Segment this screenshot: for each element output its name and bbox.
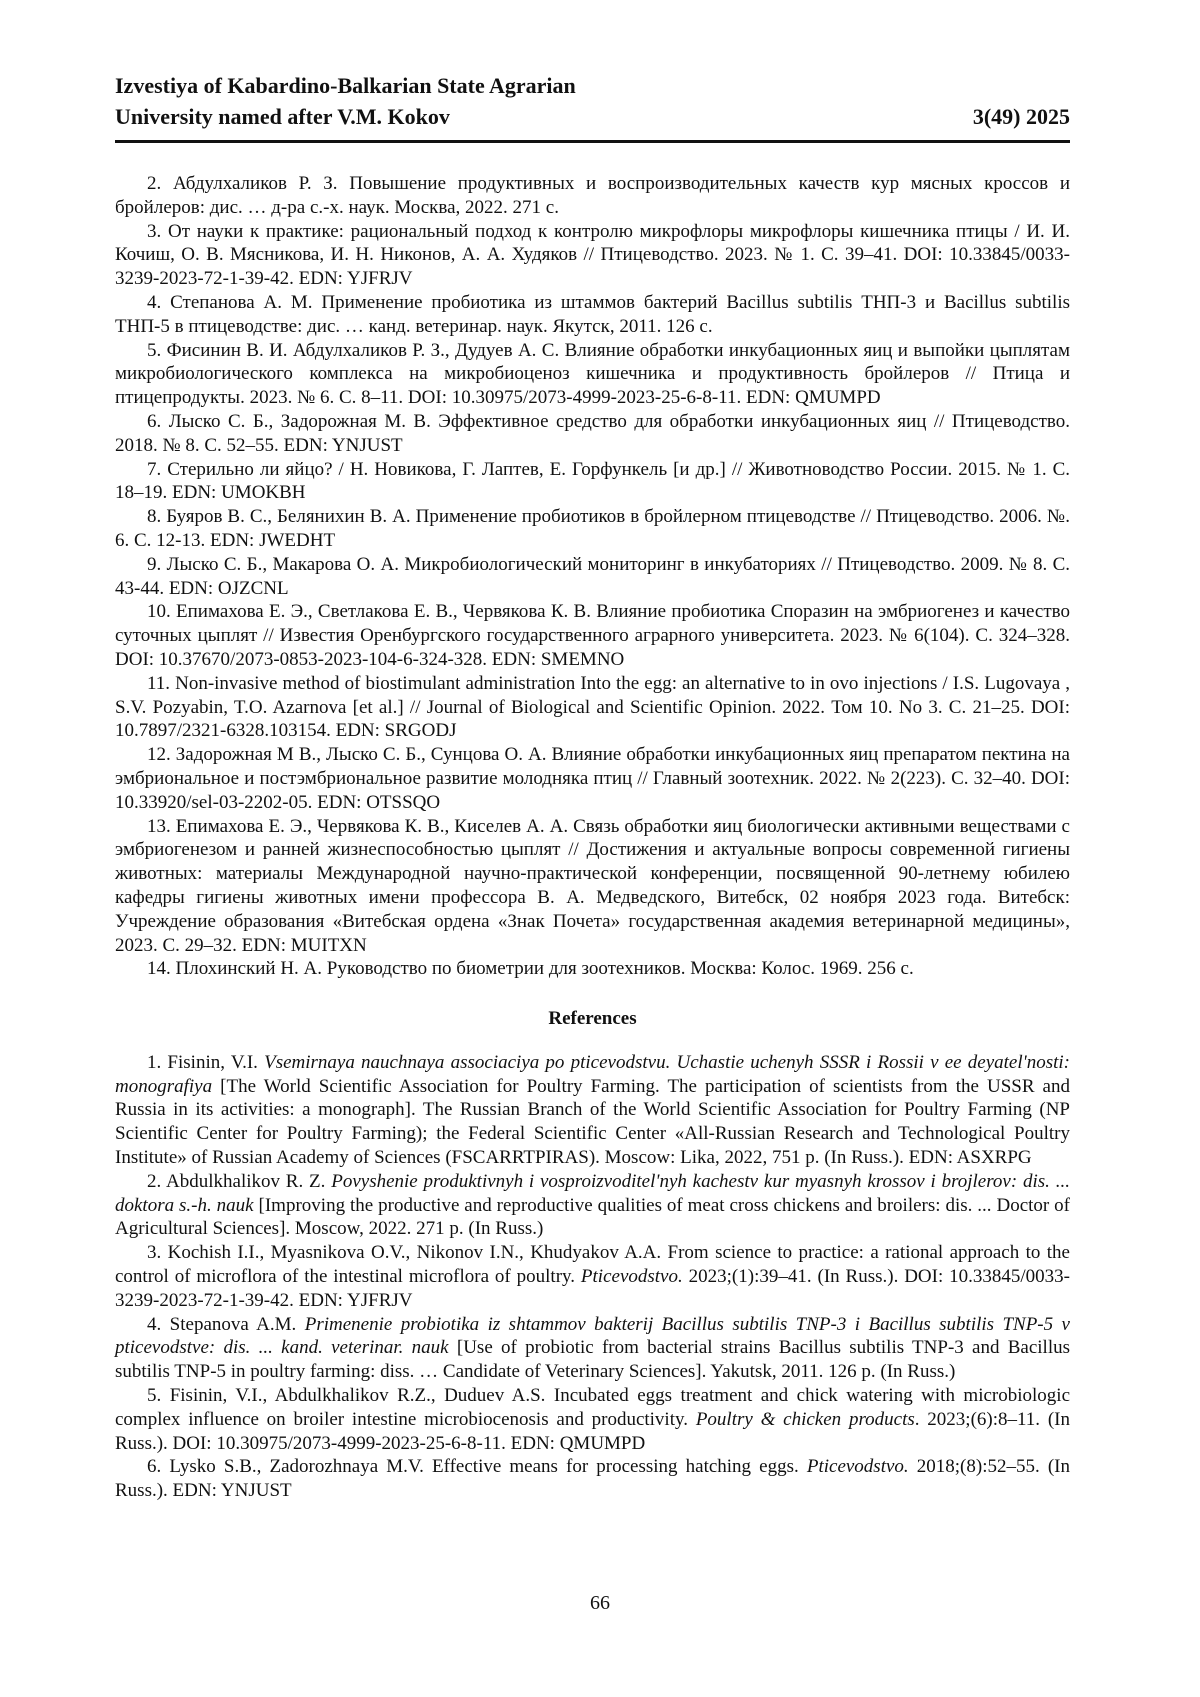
ru-reference-item: 13. Епимахова Е. Э., Червякова К. В., Киселев А. А. Связь обработки яиц биологически активными веществами с эмбриогенезом и ранней жизнеспособностью цыплят // Достижения и актуальные вопросы современной гигиены животных: материалы Международной научно-практической конференции, посвященной 90-летнему юбилею кафедры гигиены животных имени профессора В. А. Медведского, Витебск, 02 ноября 2023 года. Витебск: Учреждение образования «Витебская ордена «Знак Почета» государственная академия ветеринарной медицины», 2023. С. 29–32. EDN: MUITXN — [115, 815, 1070, 958]
journal-header — [115, 70, 1070, 132]
ru-reference-item: 8. Буяров В. С., Белянихин В. А. Применение пробиотиков в бройлерном птицеводстве // Птицеводство. 2006. №. 6. С. 12-13. EDN: JWEDHT — [115, 505, 1070, 553]
ref-text: [The World Scientific Association for Poultry Farming. The participation of scientists from the USSR and Russia in its activities: a monograph]. The Russian Branch of the World Scientific Association for Poultry Farming (NP Scientific Center for Poultry Farming); the Federal Scientific Center «All-Russian Research and Technological Poultry Institute» of Russian Academy of Sciences (FSCARRTPIRAS). Moscow: Lika, 2022, 751 p. (In Russ.). EDN: ASXRPG — [115, 1076, 1070, 1168]
references-heading: References — [115, 1007, 1070, 1031]
ref-text: [Use of probiotic from bacterial strains Bacillus subtilis TNP-3 and Bacillus subtilis TNP-5 in poultry farming: diss. … Candidate of Veterinary Sciences]. Yakutsk, 2011. 126 p. (In Russ.) — [115, 1337, 1070, 1382]
document-page — [0, 0, 1200, 1697]
ru-reference-item: 7. Стерильно ли яйцо? / Н. Новикова, Г. Лаптев, Е. Горфункель [и др.] // Животноводство России. 2015. № 1. С. 18–19. EDN: UMOKBH — [115, 458, 1070, 506]
ru-reference-item: 2. Абдулхаликов Р. З. Повышение продуктивных и воспроизводительных качеств кур мясных кроссов и бройлеров: дис. … д-ра с.-х. наук. Москва, 2022. 271 с. — [115, 172, 1070, 220]
en-reference-item — [115, 1455, 1070, 1503]
ref-text: 2018;(8):52–55. (In Russ.). EDN: YNJUST — [115, 1456, 1070, 1501]
journal-title-line2: University named after V.M. Kokov — [115, 101, 1070, 132]
ref-text: 2023;(1):39–41. (In Russ.). DOI: 10.33845/0033-3239-2023-72-1-39-42. EDN: YJFRJV — [115, 1266, 1070, 1311]
ru-reference-item: 5. Фисинин В. И. Абдулхаликов Р. З., Дудуев А. С. Влияние обработки инкубационных яиц и выпойки цыплятам микробиологического комплекса на микробиоценоз кишечника и продуктивность бройлеров // Птица и птицепродукты. 2023. № 6. С. 8–11. DOI: 10.30975/2073-4999-2023-25-6-8-11. EDN: QMUMPD — [115, 339, 1070, 410]
ru-reference-item: 9. Лыско С. Б., Макарова О. А. Микробиологический мониторинг в инкубаториях // Птицеводство. 2009. № 8. С. 43-44. EDN: OJZCNL — [115, 553, 1070, 601]
en-reference-item — [115, 1313, 1070, 1384]
en-reference-item — [115, 1384, 1070, 1455]
ref-text: [Improving the productive and reproductive qualities of meat cross chickens and broilers: dis. ... Doctor of Agricultural Sciences]. Moscow, 2022. 271 p. (In Russ.) — [115, 1195, 1070, 1240]
ref-text: 5. Fisinin, V.I., Abdulkhalikov R.Z., Duduev A.S. Incubated eggs treatment and chick watering with microbiologic complex influence on broiler intestine microbiocenosis and productivity. — [115, 1385, 1070, 1430]
references-body — [115, 172, 1070, 1503]
ref-text: . 2023;(6):8–11. (In Russ.). DOI: 10.30975/2073-4999-2023-25-6-8-11. EDN: QMUMPD — [115, 1409, 1070, 1454]
ref-italic-title: Vsemirnaya nauchnaya associaciya po pticevodstvu. Uchastie uchenyh SSSR i Rossii v ee deyatel'nosti: monografiya — [115, 1052, 1070, 1097]
ru-reference-item: 4. Степанова А. М. Применение пробиотика из штаммов бактерий Bacillus subtilis ТНП-3 и Bacillus subtilis ТНП-5 в птицеводстве: дис. … канд. ветеринар. наук. Якутск, 2011. 126 с. — [115, 291, 1070, 339]
ru-reference-item: 14. Плохинский Н. А. Руководство по биометрии для зоотехников. Москва: Колос. 1969. 256 с. — [115, 957, 1070, 981]
ru-reference-item: 12. Задорожная М В., Лыско С. Б., Сунцова О. А. Влияние обработки инкубационных яиц препаратом пектина на эмбриональное и постэмбриональное развитие молодняка птиц // Главный зоотехник. 2022. № 2(223). С. 32–40. DOI: 10.33920/sel-03-2202-05. EDN: OTSSQO — [115, 743, 1070, 814]
ref-italic-title: Poultry & chicken products — [696, 1409, 915, 1430]
ref-text: 2. Abdulkhalikov R. Z. — [147, 1171, 331, 1192]
ref-text: 1. Fisinin, V.I. — [147, 1052, 264, 1073]
journal-title-line1: Izvestiya of Kabardino-Balkarian State Agrarian — [115, 70, 1070, 101]
page-number: 66 — [0, 1592, 1200, 1615]
ru-reference-item: 11. Non-invasive method of biostimulant administration Into the egg: an alternative to in ovo injections / I.S. Lugovaya , S.V. Pozyabin, T.O. Azarnova [et al.] // Journal of Biological and Scientific Opinion. 2022. Том 10. No 3. С. 21–25. DOI: 10.7897/2321-6328.103154. EDN: SRGODJ — [115, 672, 1070, 743]
ref-italic-title: Povyshenie produktivnyh i vosproizvoditel'nyh kachestv kur myasnyh krossov i brojlerov: dis. ... doktora s.-h. nauk — [115, 1171, 1070, 1216]
en-reference-item — [115, 1241, 1070, 1312]
ru-reference-item: 3. От науки к практике: рациональный подход к контролю микрофлоры микрофлоры кишечника птицы / И. И. Кочиш, О. В. Мясникова, И. Н. Никонов, А. А. Худяков // Птицеводство. 2023. № 1. С. 39–41. DOI: 10.33845/0033-3239-2023-72-1-39-42. EDN: YJFRJV — [115, 220, 1070, 291]
header-divider — [115, 140, 1070, 143]
ref-text: 4. Stepanova A.M. — [147, 1314, 305, 1335]
ru-reference-item: 6. Лыско С. Б., Задорожная М. В. Эффективное средство для обработки инкубационных яиц // Птицеводство. 2018. № 8. С. 52–55. EDN: YNJUST — [115, 410, 1070, 458]
en-reference-item — [115, 1051, 1070, 1170]
ru-reference-item: 10. Епимахова Е. Э., Светлакова Е. В., Червякова К. В. Влияние пробиотика Споразин на эмбриогенез и качество суточных цыплят // Известия Оренбургского государственного аграрного университета. 2023. № 6(104). С. 324–328. DOI: 10.37670/2073-0853-2023-104-6-324-328. EDN: SMEMNO — [115, 600, 1070, 671]
ref-italic-title: Pticevodstvo. — [807, 1456, 909, 1477]
ref-italic-title: Primenenie probiotika iz shtammov bakterij Bacillus subtilis TNP-3 i Bacillus subtilis TNP-5 v pticevodstve: dis. ... kand. veterinar. nauk — [115, 1314, 1070, 1359]
en-reference-item — [115, 1170, 1070, 1241]
ref-text: 6. Lysko S.B., Zadorozhnaya M.V. Effective means for processing hatching eggs. — [147, 1456, 807, 1477]
ref-italic-title: Pticevodstvo. — [581, 1266, 683, 1287]
issue-number: 3(49) 2025 — [973, 101, 1070, 132]
ref-text: 3. Kochish I.I., Myasnikova O.V., Nikonov I.N., Khudyakov A.A. From science to practice: a rational approach to the control of microflora of the intestinal microflora of poultry. — [115, 1242, 1070, 1287]
